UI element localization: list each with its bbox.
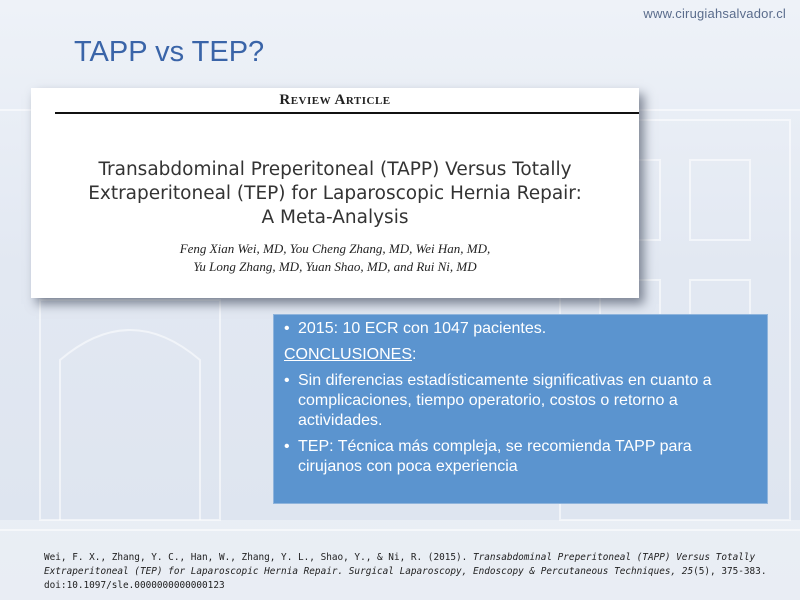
paper-title-line: Extraperitoneal (TEP) for Laparoscopic Hernia Repair:	[88, 183, 582, 204]
paper-authors	[31, 240, 639, 276]
citation-title-journal: Transabdominal Preperitoneal (TAPP) Versus Totally Extraperitoneal (TEP) for Laparoscopic Hernia Repair. Surgical Laparoscopy, Endoscopy & Percutaneous Techniques, 25	[44, 552, 756, 577]
article-type-label: Review Article	[279, 92, 391, 108]
conclusions-heading-text: CONCLUSIONES	[284, 346, 413, 363]
reference-citation	[44, 551, 774, 593]
summary-bullet: • 2015: 10 ECR con 1047 pacientes.	[284, 319, 757, 339]
summary-box	[273, 314, 768, 504]
conclusions-colon: :	[412, 346, 417, 363]
summary-bullet: • TEP: Técnica más compleja, se recomienda TAPP para cirujanos con poca experiencia	[284, 437, 757, 477]
slide-title: TAPP vs TEP?	[74, 36, 265, 68]
citation-issue-pages: (5), 375-383. doi:10.1097/sle.0000000000000123	[44, 566, 767, 591]
paper-header-image	[31, 88, 639, 298]
conclusions-heading	[284, 345, 757, 365]
paper-title-line: A Meta-Analysis	[261, 207, 409, 228]
authors-line: Yu Long Zhang, MD, Yuan Shao, MD, and Rui Ni, MD	[193, 259, 477, 274]
paper-title	[31, 158, 639, 230]
website-url: www.cirugiahsalvador.cl	[643, 6, 786, 21]
summary-bullet: • Sin diferencias estadísticamente significativas en cuanto a complicaciones, tiempo operatorio, costos o retorno a actividades.	[284, 371, 757, 431]
citation-authors: Wei, F. X., Zhang, Y. C., Han, W., Zhang, Y. L., Shao, Y., & Ni, R. (2015).	[44, 552, 473, 563]
authors-line: Feng Xian Wei, MD, You Cheng Zhang, MD, Wei Han, MD,	[179, 241, 491, 256]
paper-title-line: Transabdominal Preperitoneal (TAPP) Versus Totally	[98, 159, 572, 180]
header-rule	[55, 112, 639, 114]
